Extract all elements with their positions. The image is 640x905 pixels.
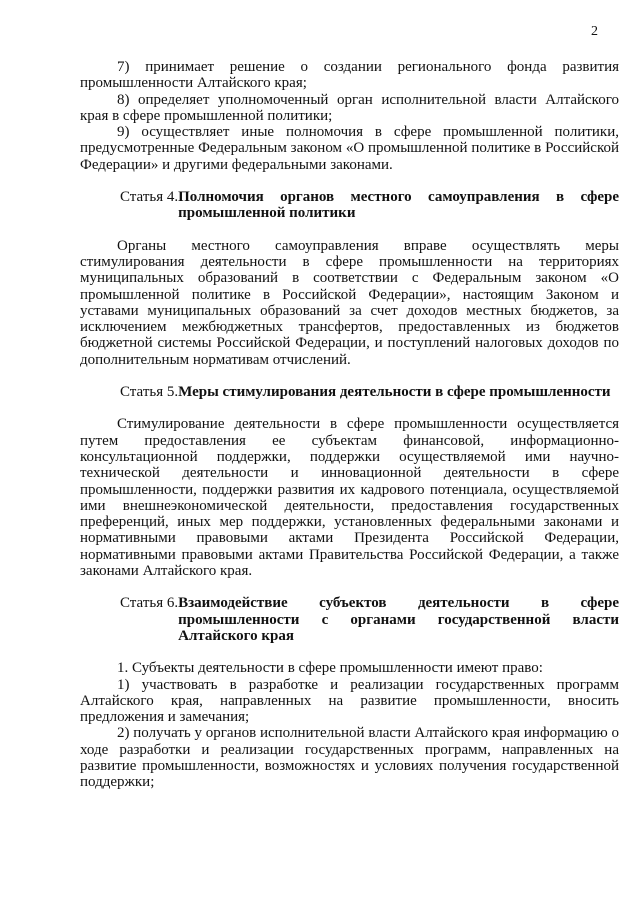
list-item: 9) осуществляет иные полномочия в сфере промышленной политики, предусмотренные Федеральным законом «О промышленной политике в Российской Федерации» и другими федеральными законами. [80,124,619,173]
list-item: 2) получать у органов исполнительной власти Алтайского края информацию о ходе разработки и реализации государственных программ, направленных на развитие промышленности, возможностях и условиях получения государственной поддержки; [80,725,620,791]
article-paragraph: 1. Субъекты деятельности в сфере промышленности имеют право: [117,660,543,677]
article-paragraph: Стимулирование деятельности в сфере промышленности осуществляется путем предоставления ее субъектам финансовой, информационно-консультационной поддержки, поддержки осуществляемой ими научно-технической деятельности и инновационной деятельности в сфере промышленности, поддержки развития их кадрового потенциала, осуществляемой ими внешнеэкономической деятельности, предоставления государственных преференций, иных мер поддержки, установленных федеральными законами и нормативными правовыми актами Президента Российской Федерации, нормативными правовыми актами Правительства Российской Федерации, а также законами Алтайского края. [80,416,619,580]
list-item: 7) принимает решение о создании регионального фонда развития промышленности Алтайского края; [80,59,619,92]
page-number: 2 [591,24,598,39]
article-title: Полномочия органов местного самоуправления в сфере промышленной политики [178,189,619,222]
article-heading [80,189,619,222]
article-title: Меры стимулирования деятельности в сфере промышленности [178,384,611,401]
article-title: Взаимодействие субъектов деятельности в сфере промышленности с органами государственной власти Алтайского края [178,595,619,644]
document-body [80,59,619,791]
list-item: 1) участвовать в разработке и реализации государственных программ Алтайского края, направленных на развитие промышленности, вносить предложения и замечания; [80,676,619,726]
article-label: Статья 5. [120,384,179,401]
article-label: Статья 4. [120,189,179,206]
article-paragraph: Органы местного самоуправления вправе осуществлять меры стимулирования деятельности в сфере промышленности на территориях муниципальных образований в соответствии с Федеральным законом «О промышленной политике в Российской Федерации», настоящим Законом и уставами муниципальных образований за счет доходов местных бюджетов, за исключением межбюджетных трансфертов, предоставленных из бюджетов бюджетной системы Российской Федерации, и поступлений налоговых доходов по дополнительным нормативам отчислений. [80,237,619,368]
article-heading [80,595,619,644]
article-label: Статья 6. [120,595,179,612]
article-heading [80,384,619,400]
list-item: 8) определяет уполномоченный орган исполнительной власти Алтайского края в сфере промышленной политики; [80,91,619,124]
